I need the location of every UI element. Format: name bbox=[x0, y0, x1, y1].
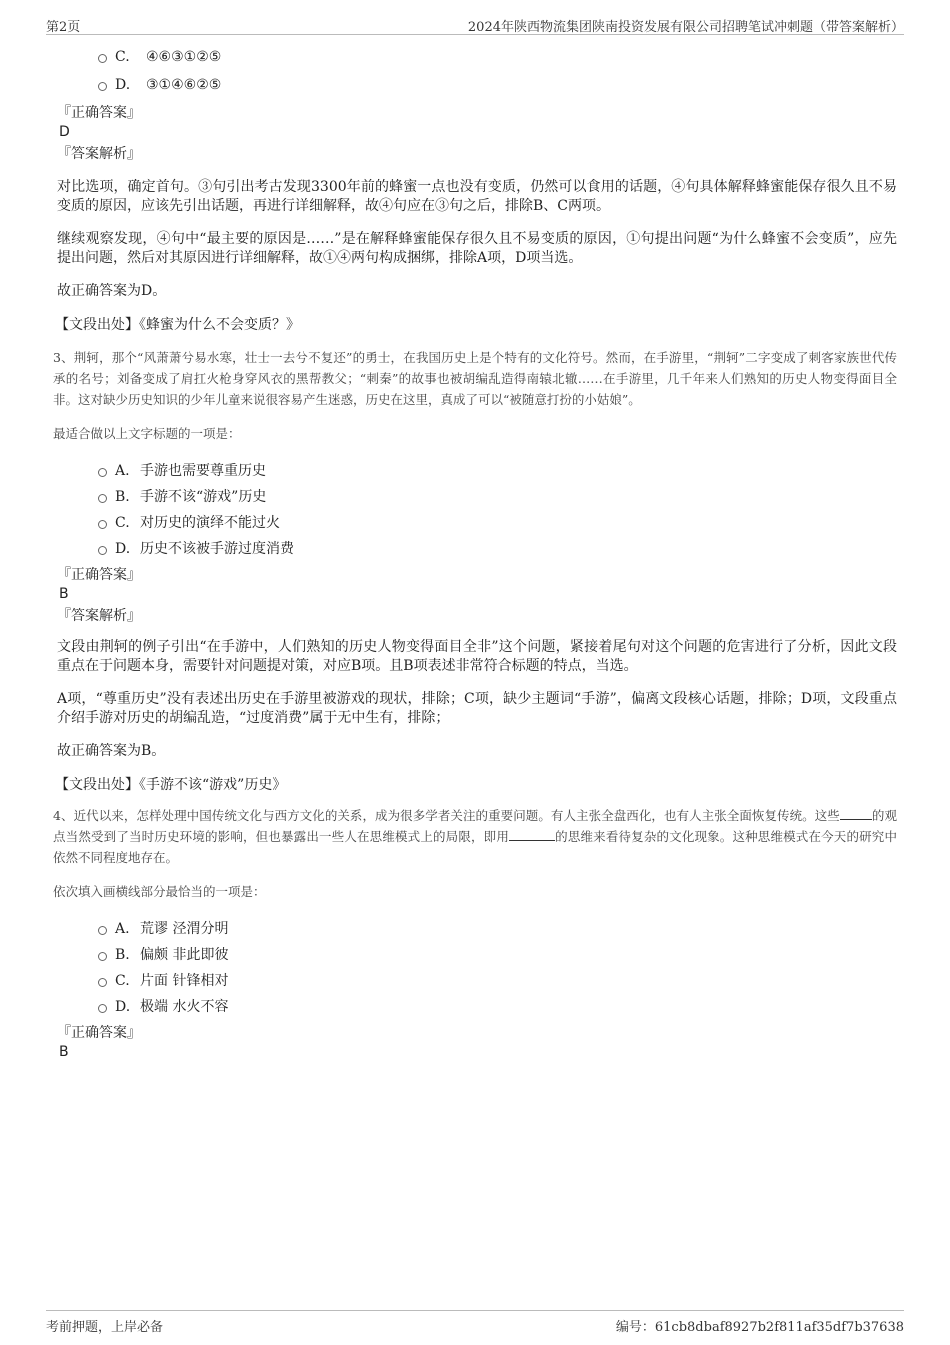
document-content bbox=[53, 44, 897, 1062]
analysis-paragraph: A项，“尊重历史”没有表述出历史在手游里被游戏的现状，排除；C项，缺少主题词“手游”，偏离文段核心话题，排除；D项，文段重点介绍手游对历史的胡编乱造，“过度消费”属于无中生有，排除； bbox=[57, 691, 897, 726]
analysis-paragraph: 对比选项，确定首句。③句引出考古发现3300年前的蜂蜜一点也没有变质，仍然可以食用的话题，④句具体解释蜂蜜能保存很久且不易变质的原因，应该先引出话题，再进行详细解释，故④句应在③句之后，排除B、C两项。 bbox=[57, 179, 897, 214]
question-prompt: 依次填入画横线部分最恰当的一项是： bbox=[53, 884, 266, 899]
option-b[interactable]: B. 偏颇 非此即彼 bbox=[0, 942, 897, 968]
radio-icon[interactable] bbox=[98, 926, 107, 935]
option-c[interactable]: C. 对历史的演绎不能过火 bbox=[0, 510, 897, 536]
analysis-conclusion: 故正确答案为B。 bbox=[57, 743, 166, 759]
radio-icon[interactable] bbox=[98, 54, 107, 63]
radio-icon[interactable] bbox=[98, 546, 107, 555]
question-text: 3、荆轲，那个“风萧萧兮易水寒，壮士一去兮不复还”的勇士，在我国历史上是个特有的文化符号。然而，在手游里，“荆轲”二字变成了刺客家族世代传承的名号；刘备变成了肩扛火枪身穿风衣的黑帮教父；“刺秦”的故事也被胡编乱造得南辕北辙……在手游里，几千年来人们熟知的历史人物变得面目全非。这对缺少历史知识的少年儿童来说很容易产生迷惑，历史在这里，真成了可以“被随意打扮的小姑娘”。 bbox=[53, 350, 897, 407]
radio-icon[interactable] bbox=[98, 520, 107, 529]
source-citation: 【文段出处】《手游不该“游戏”历史》 bbox=[55, 777, 287, 793]
radio-icon[interactable] bbox=[98, 494, 107, 503]
option-d[interactable]: D. 极端 水火不容 bbox=[0, 994, 897, 1020]
source-citation: 【文段出处】《蜂蜜为什么不会变质？》 bbox=[55, 317, 300, 333]
answer-label: 『正确答案』 bbox=[57, 105, 141, 121]
answer-value: D bbox=[59, 124, 70, 140]
radio-icon[interactable] bbox=[98, 468, 107, 477]
radio-icon[interactable] bbox=[98, 82, 107, 91]
analysis-label: 『答案解析』 bbox=[57, 608, 141, 624]
radio-icon[interactable] bbox=[98, 1004, 107, 1013]
question-text: 4、近代以来，怎样处理中国传统文化与西方文化的关系，成为很多学者关注的重要问题。有人主张全盘西化，也有人主张全面恢复传统。这些 的观点当然受到了当时历史环境的影响，但也暴露出一些人在思维模式上的局限，即用 的思维来看待复杂的文化现象。这种思维模式在今天的研究中依然不同程度地存在。 bbox=[53, 808, 897, 865]
radio-icon[interactable] bbox=[98, 952, 107, 961]
option-d[interactable]: D. 历史不该被手游过度消费 bbox=[0, 536, 897, 562]
radio-icon[interactable] bbox=[98, 978, 107, 987]
blank-2 bbox=[509, 828, 555, 841]
page-number: 第2页 bbox=[46, 20, 81, 35]
page-footer bbox=[46, 1310, 904, 1335]
answer-value: B bbox=[59, 1044, 69, 1060]
document-code: 编号：61cb8dbaf8927b2f811af35df7b37638 bbox=[615, 1320, 904, 1335]
blank-1 bbox=[840, 807, 872, 820]
document-title: 2024年陕西物流集团陕南投资发展有限公司招聘笔试冲刺题（带答案解析） bbox=[467, 20, 904, 35]
analysis-label: 『答案解析』 bbox=[57, 146, 141, 162]
analysis-paragraph: 继续观察发现，④句中“最主要的原因是……”是在解释蜂蜜能保存很久且不易变质的原因，①句提出问题“为什么蜂蜜不会变质”，应先提出问题，然后对其原因进行详细解释，故①④两句构成捆绑，排除A项，D项当选。 bbox=[57, 231, 897, 266]
answer-value: B bbox=[59, 586, 69, 602]
option-a[interactable]: A. 手游也需要尊重历史 bbox=[0, 458, 897, 484]
option-c[interactable]: C. ④⑥③①②⑤ bbox=[0, 44, 897, 70]
question-prompt: 最适合做以上文字标题的一项是： bbox=[53, 426, 241, 441]
option-c[interactable]: C. 片面 针锋相对 bbox=[0, 968, 897, 994]
analysis-conclusion: 故正确答案为D。 bbox=[57, 283, 167, 299]
answer-label: 『正确答案』 bbox=[57, 1025, 141, 1041]
option-a[interactable]: A. 荒谬 泾渭分明 bbox=[0, 916, 897, 942]
footer-slogan: 考前押题，上岸必备 bbox=[46, 1320, 164, 1335]
analysis-paragraph: 文段由荆轲的例子引出“在手游中，人们熟知的历史人物变得面目全非”这个问题，紧接着尾句对这个问题的危害进行了分析，因此文段重点在于问题本身，需要针对问题提对策，对应B项。且B项表述非常符合标题的特点，当选。 bbox=[57, 639, 897, 674]
page-header bbox=[46, 14, 904, 35]
option-d[interactable]: D. ③①④⑥②⑤ bbox=[0, 72, 897, 98]
answer-label: 『正确答案』 bbox=[57, 567, 141, 583]
option-b[interactable]: B. 手游不该“游戏”历史 bbox=[0, 484, 897, 510]
